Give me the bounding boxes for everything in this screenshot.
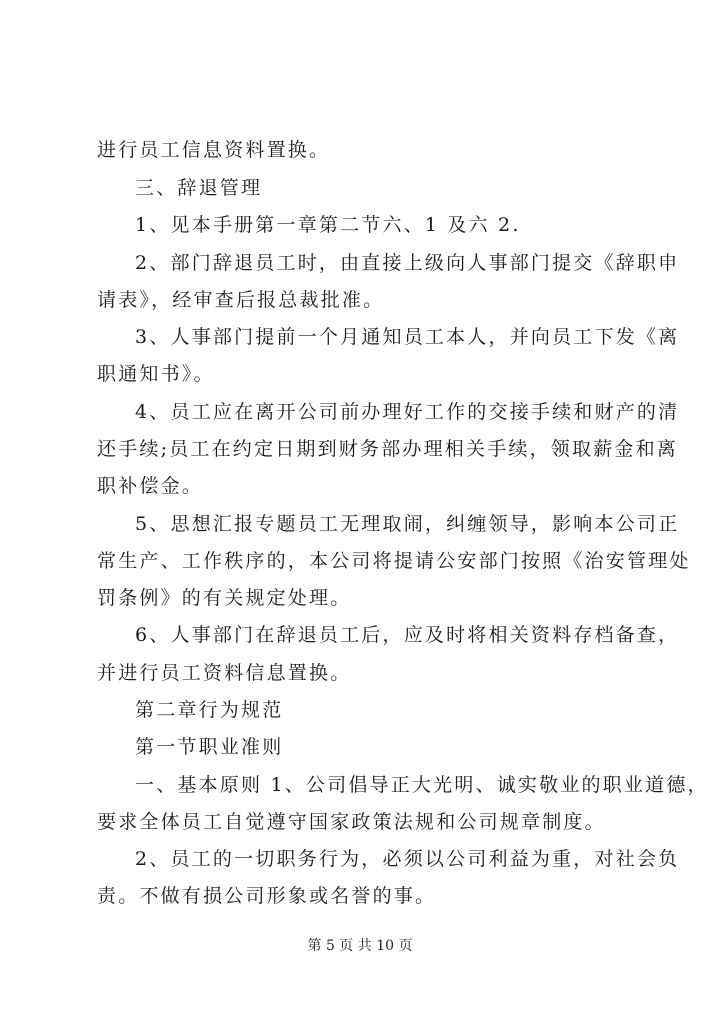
text-line: 并进行员工资料信息置换。 [97, 662, 352, 684]
text-line: 职补偿金。 [97, 475, 204, 497]
text-line: 责。不做有损公司形象或名誉的事。 [97, 885, 437, 907]
text-line: 进行员工信息资料置换。 [97, 139, 331, 161]
text-line: 请表》，经审查后报总裁批准。 [97, 289, 385, 311]
text-line: 1、见本手册第一章第二节六、1 及六 2. [135, 214, 521, 236]
page-number-footer: 第 5 页 共 10 页 [307, 938, 413, 954]
text-line: 6、人事部门在辞退员工后，应及时将相关资料存档备查， [135, 624, 680, 646]
text-line: 一、基本原则 1、公司倡导正大光明、诚实敬业的职业道德， [135, 774, 709, 796]
text-line: 5、思想汇报专题员工无理取闹，纠缠领导，影响本公司正 [135, 513, 680, 535]
text-line: 4、员工应在离开公司前办理好工作的交接手续和财产的清 [135, 401, 680, 423]
text-line: 要求全体员工自觉遵守国家政策法规和公司规章制度。 [97, 811, 606, 833]
section-heading: 三、辞退管理 [135, 177, 263, 199]
text-line: 2、部门辞退员工时，由直接上级向人事部门提交《辞职申 [135, 252, 680, 274]
text-line: 2、员工的一切职务行为，必须以公司利益为重，对社会负 [135, 848, 680, 870]
text-line: 常生产、工作秩序的，本公司将提请公安部门按照《治安管理处 [97, 550, 691, 572]
section-heading: 第一节职业准则 [135, 736, 284, 758]
text-line: 还手续;员工在约定日期到财务部办理相关手续，领取薪金和离 [97, 438, 679, 460]
text-line: 罚条例》的有关规定处理。 [97, 587, 352, 609]
text-line: 职通知书》。 [97, 363, 215, 385]
text-line: 3、人事部门提前一个月通知员工本人，并向员工下发《离 [135, 326, 680, 348]
chapter-heading: 第二章行为规范 [135, 699, 284, 721]
